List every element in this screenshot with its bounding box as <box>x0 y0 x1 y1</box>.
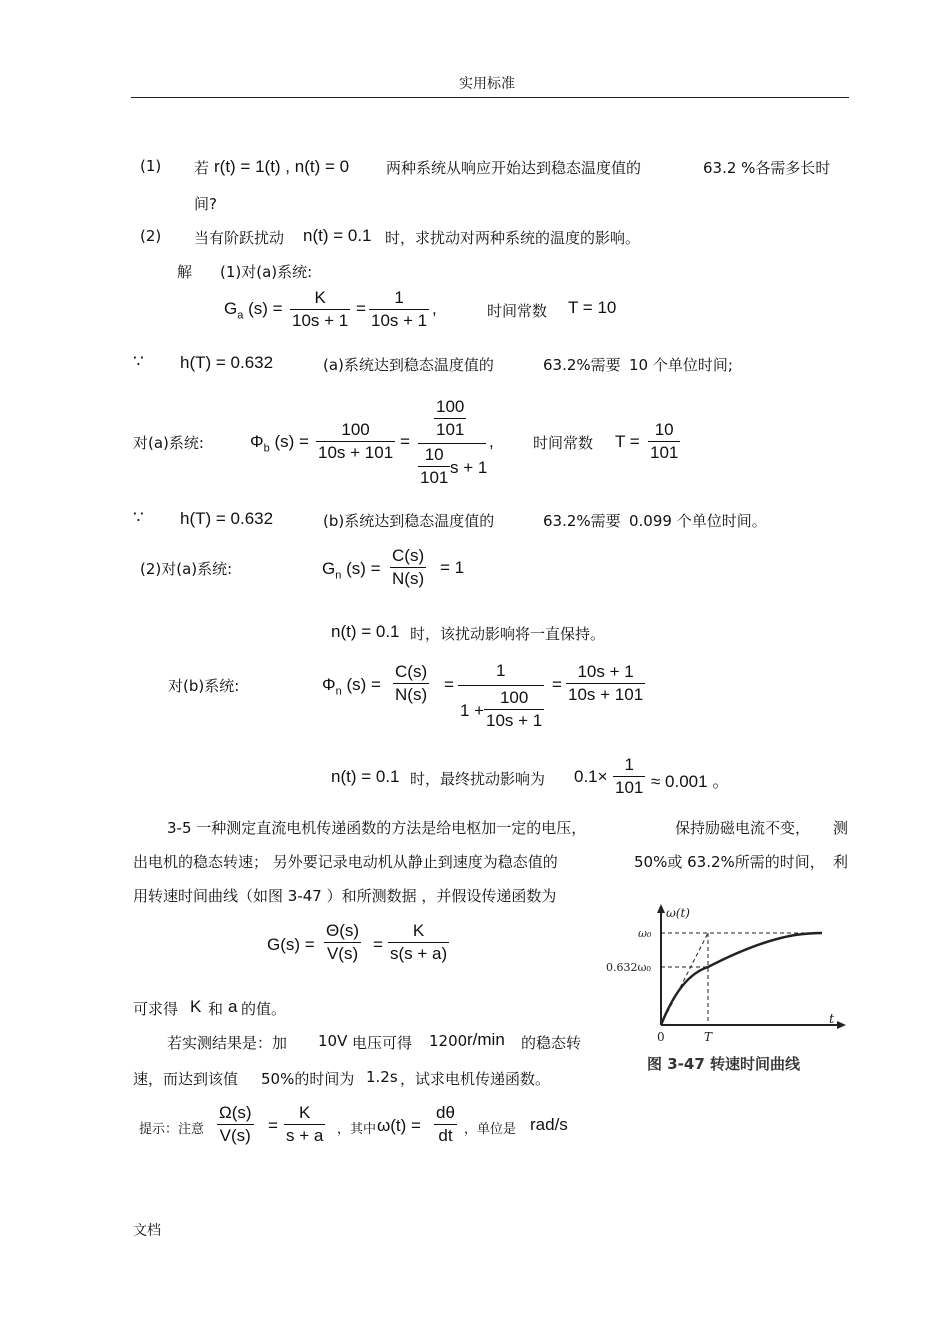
p35-line4d: a <box>228 997 238 1016</box>
p35-line2b: 50%或 63.2%所需的时间， <box>634 853 825 871</box>
phin-fraction-1 <box>393 661 429 706</box>
nb-text: 时，最终扰动影响为 <box>410 770 546 788</box>
ga-lhs: $G_a$ (s) = <box>224 299 283 322</box>
phib-fraction-1 <box>316 419 395 464</box>
hint-omega: ω(t) = <box>377 1116 421 1135</box>
phin-f2-bar <box>458 685 544 686</box>
p35-line4e: 的值。 <box>241 1000 287 1018</box>
p35-line1a: 3-5 一种测定直流电机传递函数的方法是给电枢加一定的电压， <box>167 819 587 837</box>
header-divider <box>131 97 849 98</box>
figure-origin-label: 0 <box>657 1030 665 1044</box>
hb-value: 0.099 个单位时间。 <box>629 512 767 530</box>
phib-top-fraction <box>434 396 466 441</box>
phin-lhs: $\Phi_n$ (s) = <box>322 675 381 698</box>
phib-tc-fraction <box>648 419 680 464</box>
phin-f2-one-plus: 1 + <box>460 701 485 720</box>
hb-expression: h(T) = 0.632 <box>180 509 274 528</box>
phib-tc-numerator: 10 <box>654 420 674 439</box>
phib-f1-numerator: 100 <box>341 420 370 439</box>
hint-f1-denominator: V(s) <box>219 1126 251 1145</box>
page-footer: 文档 <box>133 1223 161 1239</box>
figure-response-curve <box>661 933 822 1025</box>
hint-f1-numerator: Ω(s) <box>219 1103 252 1122</box>
phib-compound-fraction <box>416 396 488 496</box>
hint-f3-denominator: dt <box>438 1126 453 1145</box>
p35-line5d: 1200 <box>429 1032 468 1050</box>
phib-top-denominator: 101 <box>436 420 465 439</box>
p35-line2a: 出电机的稳态转速； 另外要记录电动机从静止到速度为稳态值的 <box>133 853 558 871</box>
nb-numerator: 1 <box>624 755 634 774</box>
gs-fraction-2 <box>388 920 449 965</box>
gs-equals: = <box>373 935 383 954</box>
phib-top-numerator: 100 <box>436 397 465 416</box>
figure-y-label: ω(t) <box>666 906 690 920</box>
phin-f2-inner-fraction <box>484 687 544 732</box>
because-symbol-a: ∵ <box>133 352 144 371</box>
phib-bottom-s-term: s + 1 <box>450 458 488 477</box>
page-header-title: 实用标准 <box>459 76 515 92</box>
ha-text: (a)系统达到稳态温度值的 <box>323 356 494 374</box>
p35-line3: 用转速时间曲线（如图 3-47 ）和所测数据 ，并假设传递函数为 <box>133 887 557 905</box>
phin-equals-1: = <box>444 675 454 694</box>
figure-x-label: t <box>829 1012 835 1027</box>
hint-fraction-2 <box>284 1102 325 1147</box>
gn-rhs: = 1 <box>440 558 465 577</box>
phin-fraction-2 <box>458 661 546 741</box>
q2-expression: n(t) = 0.1 <box>303 226 372 245</box>
hint-unit-label: ，单位是 <box>464 1122 517 1137</box>
phib-bottom-numerator: 10 <box>424 445 444 464</box>
p35-line4c: 和 <box>208 1000 224 1018</box>
hint-fraction-1 <box>217 1102 254 1147</box>
phib-bottom-denominator: 101 <box>420 468 449 487</box>
figure-y1-label: ω₀ <box>638 927 652 940</box>
solution-part1: (1)对(a)系统: <box>220 263 313 281</box>
p35-line5a: 若实测结果是：加 <box>167 1034 288 1052</box>
nb-fraction <box>613 754 645 799</box>
hint-equals: = <box>268 1116 278 1135</box>
gs-lhs: G(s) = <box>267 935 315 954</box>
figure-y2-label: 0.632ω₀ <box>606 961 651 974</box>
ga-time-constant: T = 10 <box>568 298 617 317</box>
hint-f2-numerator: K <box>299 1103 311 1122</box>
gs-f1-numerator: Θ(s) <box>326 921 360 940</box>
ga-f2-denominator: 10s + 1 <box>371 311 428 330</box>
ha-expression: h(T) = 0.632 <box>180 353 274 372</box>
ga-comma: , <box>432 299 437 318</box>
phib-time-constant-label: 时间常数 <box>533 434 594 452</box>
phib-f1-denominator: 10s + 101 <box>318 443 394 462</box>
gn-label: (2)对(a)系统: <box>140 560 233 578</box>
gs-f1-denominator: V(s) <box>326 944 359 963</box>
phib-label: 对(a)系统: <box>133 434 204 452</box>
phib-equals: = <box>400 432 410 451</box>
ga-f1-numerator: K <box>314 288 326 307</box>
ga-time-constant-label: 时间常数 <box>487 302 548 320</box>
ha-value: 10 个单位时间; <box>629 356 733 374</box>
hint-mid: ，其中 <box>337 1122 377 1137</box>
nb-prefix: 0.1× <box>574 767 608 786</box>
because-symbol-b: ∵ <box>133 508 144 527</box>
q1-ruo: 若 <box>194 159 210 177</box>
phin-fraction-3 <box>566 661 645 706</box>
na-expression: n(t) = 0.1 <box>331 622 400 641</box>
q2-number: (2) <box>140 227 162 245</box>
gn-denominator: N(s) <box>392 569 425 588</box>
ga-fraction-1 <box>290 287 350 332</box>
hint-f2-denominator: s + a <box>286 1126 324 1145</box>
gs-f2-numerator: K <box>412 921 425 940</box>
p35-line5f: 的稳态转 <box>521 1034 582 1052</box>
phin-f2-numerator: 1 <box>496 661 506 680</box>
gs-f2-denominator: s(s + a) <box>390 944 448 963</box>
nb-expression: n(t) = 0.1 <box>331 767 400 786</box>
p35-line6b: 50%的时间为 <box>261 1070 355 1088</box>
phin-label: 对(b)系统: <box>168 677 240 695</box>
phib-tc-denominator: 101 <box>650 443 679 462</box>
p35-line6a: 速，而达到该值 <box>133 1070 239 1088</box>
hint-label: 提示：注意 <box>139 1122 205 1137</box>
q1-continuation: 间? <box>194 195 217 213</box>
gn-numerator: C(s) <box>392 546 425 565</box>
figure-x-arrow <box>837 1021 846 1029</box>
hint-fraction-3 <box>434 1102 457 1147</box>
q1-percent: 63.2 %各需多长时 <box>703 159 831 177</box>
phin-f3-denominator: 10s + 101 <box>568 685 644 704</box>
q2-text1: 当有阶跃扰动 <box>194 229 285 247</box>
figure-caption: 图 3-47 转速时间曲线 <box>647 1055 800 1073</box>
ga-f1-denominator: 10s + 1 <box>292 311 349 330</box>
hb-text: (b)系统达到稳态温度值的 <box>323 512 495 530</box>
gn-fraction <box>390 545 426 590</box>
hb-percent: 63.2%需要 <box>543 512 621 530</box>
p35-line6d: ，试求电机传递函数。 <box>400 1070 551 1088</box>
gs-fraction-1 <box>324 920 361 965</box>
phib-bottom-fraction <box>418 444 450 489</box>
p35-line6c: 1.2s <box>366 1068 398 1086</box>
p35-line1c: 测 <box>833 819 849 837</box>
hint-f3-numerator: dθ <box>436 1103 455 1122</box>
p35-line4a: 可求得 <box>133 1000 179 1018</box>
nb-result: ≈ 0.001 。 <box>651 772 730 791</box>
ga-f2-numerator: 1 <box>394 288 404 307</box>
phin-f2-inner-numerator: 100 <box>499 688 529 707</box>
p35-line5b: 10V <box>318 1032 348 1050</box>
nb-denominator: 101 <box>615 778 644 797</box>
p35-line2c: 利 <box>833 853 849 871</box>
speed-time-figure <box>600 895 850 1080</box>
phin-equals-2: = <box>552 675 562 694</box>
solution-label: 解 <box>177 263 193 281</box>
phin-f1-denominator: N(s) <box>395 685 428 704</box>
phin-f1-numerator: C(s) <box>395 662 428 681</box>
ga-fraction-2 <box>369 287 429 332</box>
q1-expression: r(t) = 1(t) , n(t) = 0 <box>214 157 350 176</box>
phib-comma: , <box>489 432 494 451</box>
ga-equals: = <box>356 299 366 318</box>
hint-unit: rad/s <box>530 1115 568 1134</box>
p35-line5c: 电压可得 <box>352 1034 413 1052</box>
q2-text2: 时，求扰动对两种系统的温度的影响。 <box>385 229 641 247</box>
phib-tc-lhs: T = <box>615 432 640 451</box>
q1-number: (1) <box>140 157 162 175</box>
p35-line4b: K <box>190 997 202 1016</box>
figure-y-arrow <box>657 904 665 913</box>
phin-f2-inner-denominator: 10s + 1 <box>486 711 543 730</box>
ha-percent: 63.2%需要 <box>543 356 621 374</box>
p35-line1b: 保持励磁电流不变， <box>675 819 811 837</box>
phib-lhs: $\Phi_b$ (s) = <box>250 432 309 455</box>
figure-T-label: T <box>704 1030 713 1044</box>
na-text: 时，该扰动影响将一直保持。 <box>410 625 606 643</box>
p35-line5e: r/min <box>467 1030 505 1049</box>
phin-f3-numerator: 10s + 1 <box>577 662 634 681</box>
q1-text: 两种系统从响应开始达到稳态温度值的 <box>386 159 642 177</box>
gn-lhs: $G_n$ (s) = <box>322 559 381 582</box>
